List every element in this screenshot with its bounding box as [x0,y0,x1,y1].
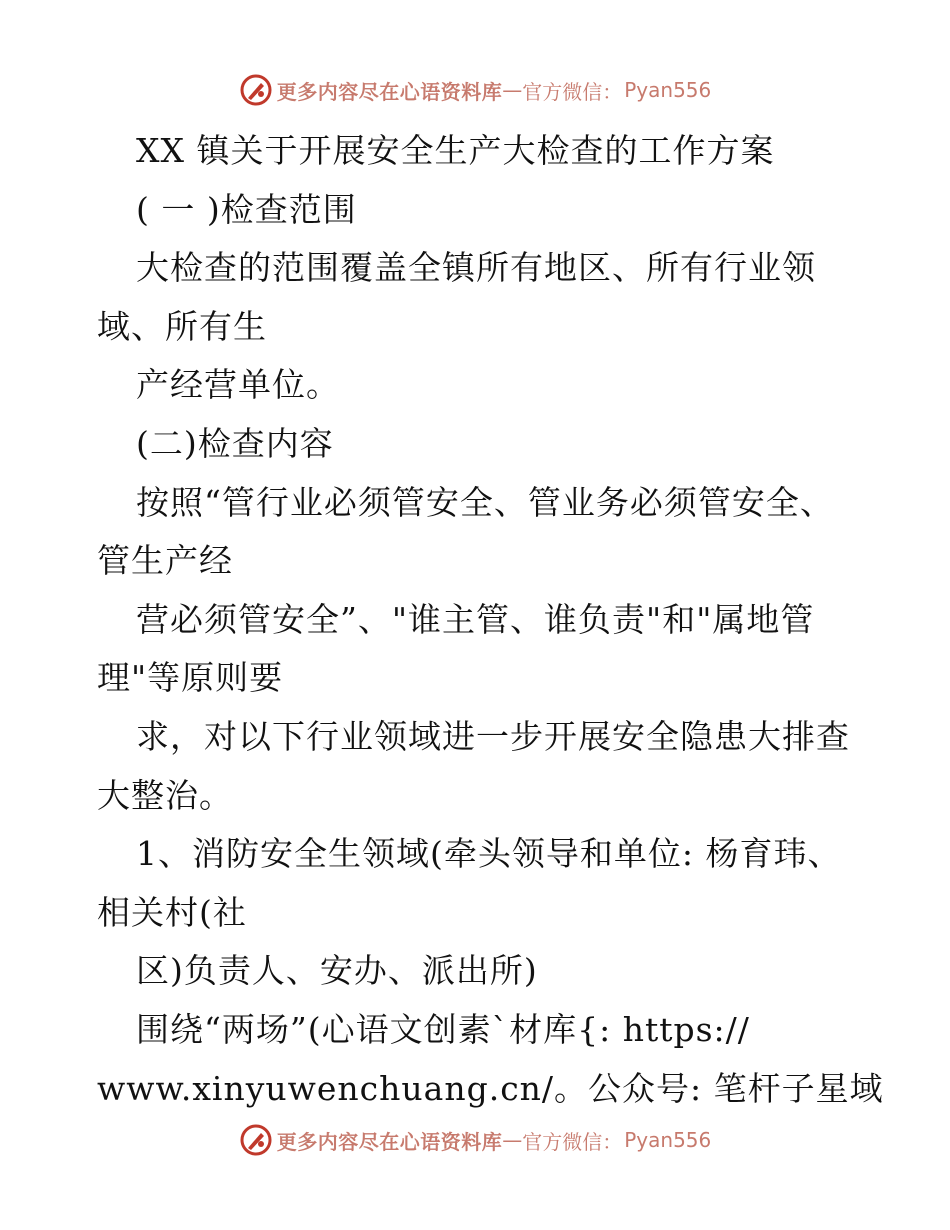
text-line: 营必须管安全”、"谁主管、谁负责"和"属地管 [136,599,815,639]
text-line: 管生产经 [97,541,233,581]
header-watermark [0,70,950,110]
text-line: 大检查的范围覆盖全镇所有地区、所有行业领 [136,248,816,288]
text-line: 相关村(社 [97,892,247,932]
watermark-id: Pyan556 [624,78,712,102]
text-line: 1、消防安全生领域(牵头领导和单位: 杨育玮、 [136,834,842,874]
text-line: ( 一 )检查范围 [136,189,357,229]
text-line: 求，对以下行业领域进一步开展安全隐患大排查 [136,716,850,756]
document-body [0,122,950,1118]
watermark-dash: — [502,1128,523,1152]
text-line: 域、所有生 [97,306,267,346]
text-line: www.xinyuwenchuang.cn/。公众号: 笔杆子星域 [97,1068,884,1108]
footer-watermark [0,1120,950,1160]
text-line: XX 镇关于开展安全生产大检查的工作方案 [136,131,775,170]
text-line: 按照“管行业必须管安全、管业务必须管安全、 [136,482,834,522]
watermark-label: 官方微信： [522,1129,623,1154]
text-line: 区)负责人、安办、派出所) [136,951,538,991]
text-line: 大整治。 [97,775,233,815]
pen-logo-icon [239,1123,273,1157]
watermark-text: 更多内容尽在心语资料库 [276,1129,503,1154]
watermark-dash: — [502,78,523,102]
watermark-label: 官方微信： [522,79,623,104]
text-line: 围绕“两场”(心语文创素`材库{: https:// [136,1009,750,1049]
text-line: 产经营单位。 [136,365,340,405]
text-line: 理"等原则要 [97,658,284,698]
pen-logo-icon [239,73,273,107]
watermark-id: Pyan556 [624,1128,712,1152]
watermark-text: 更多内容尽在心语资料库 [276,79,503,104]
text-line: (二)检查内容 [136,423,334,463]
